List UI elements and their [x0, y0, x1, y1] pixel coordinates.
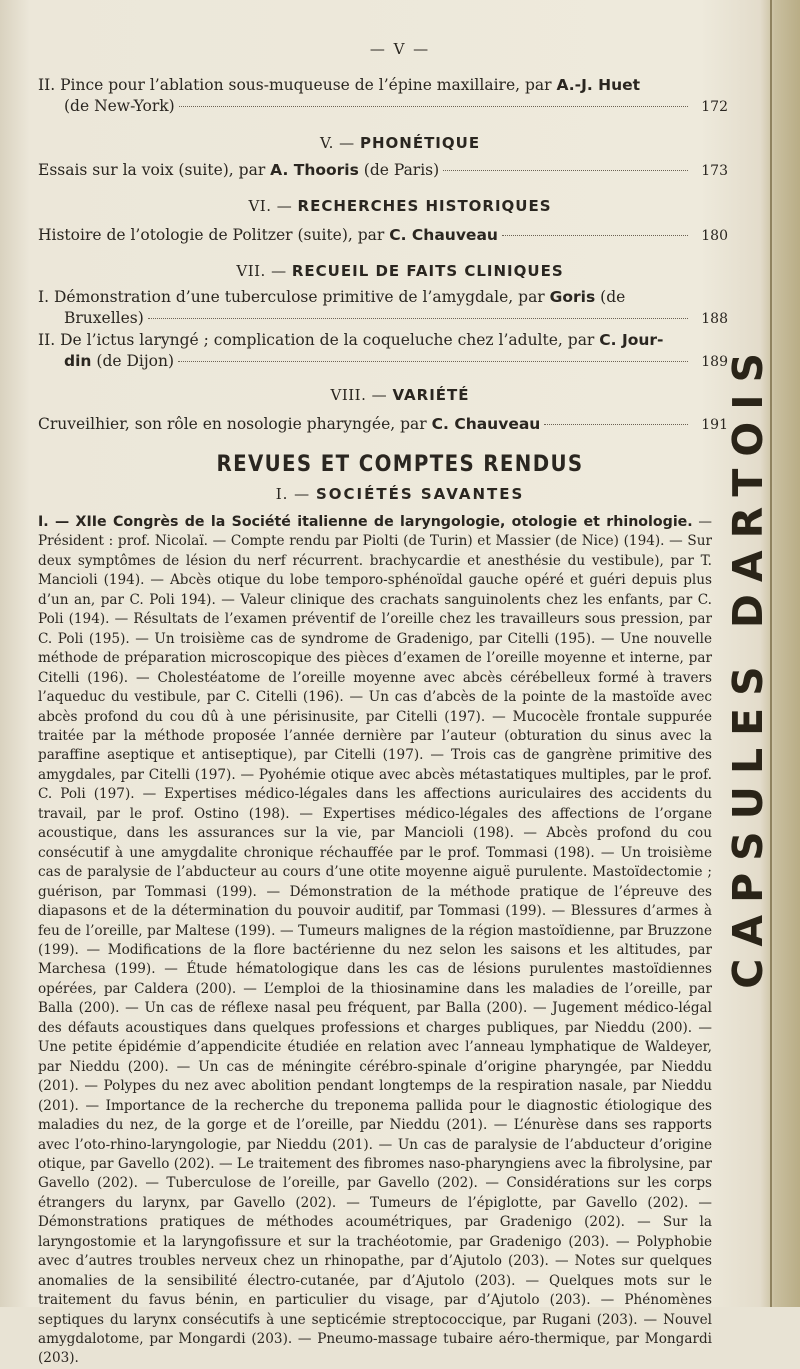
subheading-title: SOCIÉTÉS SAVANTES	[315, 485, 525, 503]
leader-dots	[544, 424, 688, 425]
section-number: VI. —	[248, 197, 293, 215]
reviews-subheading	[0, 485, 800, 503]
leader-dots	[443, 170, 688, 171]
toc-author: Goris	[549, 288, 596, 306]
toc-entry-chauveau-cruveilhier	[38, 414, 728, 436]
congress-body: — Président : prof. Nicolaï. — Compte rendu par Piolti (de Turin) et Massier (de Nice) (194). — Sur deux symptômes de lésion du nerf récurrent. brachycardie et anesthésie du vestibule), par T. Mancioli (194). — Abcès otique du lobe temporo-sphénoïdal gauche opéré et guéri depuis plus d’un an, par C. Poli 194). — Valeur clinique des crachats sanguinolents chez les enfants, par C. Poli (194). — Résultats de l’examen préventif de l’oreille chez les travailleurs sous pression, par C. Poli (195). — Un troisième cas de syndrome de Gradenigo, par Citelli (195). — Une nouvelle méthode de préparation microscopique des pièces d’examen de l’oreille moyenne et interne, par Citelli (196). — Cholestéatome de l’oreille moyenne avec abcès cérébelleux formé à travers l’aqueduc du vestibule, par C. Citelli (196). — Un cas d’abcès de la pointe de la mastoïde avec abcès profond du cou dû à une périsinusite, par Citelli (197). — Mucocèle frontale suppurée traitée par la méthode proposée l’année dernière par l’auteur (obturation du sinus avec la paraffine aseptique et antiseptique), par Citelli (197). — Trois cas de gangrène primitive des amygdales, par Citelli (197). — Pyohémie otique avec abcès métastatiques multiples, par le prof. C. Poli (197). — Expertises médico-légales dans les affections auriculaires des accidents du travail, par le prof. Ostino (198). — Expertises médico-légales des affections de l’organe acoustique, dans les assurances sur la vie, par Mancioli (198). — Abcès profond du cou consécutif à une amygdalite chronique réchauffée par le prof. Tommasi (198). — Un troisième cas de paralysie de l’abducteur au cours d’une otite moyenne aiguë purulente. Mastoïdectomie ; guérison, par Tommasi (199). — Démonstration de la méthode pratique de l’épreuve des diapasons et de la détermination du pouvoir auditif, par Tommasi (199). — Blessures d’armes à feu de l’oreille, par Maltese (199). — Tumeurs malignes de la région mastoïdienne, par Bruzzone (199). — Modifications de la flore bactérienne du nez selon les saisons et les altitudes, par Marchesa (199). — Étude hématologique dans les cas de lésions purulentes mastoïdiennes opérées, par Caldera (200). — L’emploi de la thiosinamine dans les maladies de l’oreille, par Balla (200). — Un cas de réflexe nasal peu fréquent, par Balla (200). — Jugement médico-légal des défauts acoustiques dans quelques professions et charges publiques, par Nieddu (200). — Une petite épidémie d’appendicite étudiée en relation avec l’anneau lymphatique de Waldeyer, par Nieddu (200). — Un cas de méningite cérébro-spinale d’origine pharyngée, par Nieddu (201). — Polypes du nez avec abolition pendant longtemps de la respiration nasale, par Nieddu (201). — Importance de la recherche du treponema pallida pour le diagnostic étiologique des maladies du nez, de la gorge et de l’oreille, par Nieddu (201). — L’énurèse dans ses rapports avec l’oto-rhino-laryngologie, par Nieddu (201). — Un cas de paralysie de l’abducteur d’origine otique, par Gavello (202). — Le traitement des fibromes naso-pharyngiens avec la fibrolysine, par Gavello (202). — Tuberculose de l’oreille, par Gavello (202). — Considérations sur les corps étrangers du larynx, par Gavello (202). — Tumeurs de l’épiglotte, par Gavello (202). — Démonstrations pratiques de méthodes acoumétriques, par Gradenigo (202). — Sur la laryngostomie et la laryngofissure et sur la trachéotomie, par Gradenigo (203). — Polyphobie avec d’autres troubles nerveux chez un rhinopathe, par d’Ajutolo (203). — Notes sur quelques anomalies de la sensibilité électro-cutanée, par d’Ajutolo (203). — Quelques mots sur le traitement du favus bénin, en particulier du visage, par d’Ajutolo (203). — Phénomènes septiques du larynx consécutifs à une septicémie streptococcique, par Rugani (203). — Nouvel amygdalotome, par Mongardi (203). — Pneumo-massage tubaire aéro-thermique, par Mongardi (203).	[38, 514, 713, 1367]
toc-entry-chauveau-politzer	[38, 225, 728, 247]
toc-text: II. De l’ictus laryngé ; complication de la coqueluche chez l’adulte, par	[38, 331, 595, 349]
section-heading-recherches	[0, 197, 800, 215]
section-heading-variete	[0, 386, 800, 404]
toc-text: Bruxelles)	[64, 309, 144, 327]
section-title: VARIÉTÉ	[392, 386, 470, 404]
toc-page-number: 191	[701, 417, 728, 433]
toc-text: (de Paris)	[363, 161, 440, 179]
toc-entry-huet	[38, 75, 728, 118]
toc-text: Histoire de l’otologie de Politzer (suite), par	[38, 226, 385, 244]
toc-text: (de New-York)	[64, 97, 175, 115]
section-number: VIII. —	[330, 386, 388, 404]
toc-text: Essais sur la voix (suite), par	[38, 161, 266, 179]
congress-title: I. — XIIe Congrès de la Société italienne de laryngologie, otologie et rhinologie.	[38, 514, 693, 530]
page-folio: — V —	[369, 40, 431, 58]
advertising-spine-strip	[724, 240, 772, 1090]
leader-dots	[502, 235, 688, 236]
toc-author: din	[64, 352, 92, 370]
reviews-heading: REVUES ET COMPTES RENDUS	[216, 452, 584, 477]
toc-text: (de	[600, 288, 626, 306]
toc-author: C. Chauveau	[389, 226, 498, 244]
toc-entry-goris	[38, 287, 728, 330]
toc-entry-jourdin	[38, 330, 728, 373]
section-title: RECHERCHES HISTORIQUES	[297, 197, 552, 215]
spine-label: CAPSULES DARTOIS	[724, 341, 772, 989]
toc-page-number: 172	[701, 99, 728, 115]
toc-text: (de Dijon)	[96, 352, 175, 370]
section-heading-phonetique	[0, 134, 800, 152]
congress-summary-paragraph	[38, 513, 712, 1369]
toc-text: I. Démonstration d’une tuberculose primitive de l’amygdale, par	[38, 288, 545, 306]
leader-dots	[179, 106, 688, 107]
toc-author: C. Chauveau	[431, 415, 541, 433]
section-title: RECUEIL DE FAITS CLINIQUES	[291, 262, 564, 280]
toc-text: Cruveilhier, son rôle en nosologie pharyngée, par	[38, 415, 427, 433]
toc-text: II. Pince pour l’ablation sous-muqueuse de l’épine maxillaire, par	[38, 76, 552, 94]
section-number: V. —	[319, 134, 355, 152]
leader-dots	[178, 361, 688, 362]
leader-dots	[148, 318, 688, 319]
toc-author: C. Jour-	[599, 331, 664, 349]
toc-author: A. Thooris	[270, 161, 359, 179]
toc-page-number: 188	[701, 311, 728, 327]
toc-page-number: 189	[701, 354, 728, 370]
toc-author: A.-J. Huet	[556, 76, 641, 94]
toc-entry-thooris	[38, 160, 728, 182]
section-title: PHONÉTIQUE	[359, 134, 481, 152]
subheading-number: I. —	[275, 485, 311, 503]
section-number: VII. —	[236, 262, 287, 280]
section-heading-faits-cliniques	[0, 262, 800, 280]
toc-page-number: 180	[701, 228, 728, 244]
toc-page-number: 173	[701, 163, 728, 179]
